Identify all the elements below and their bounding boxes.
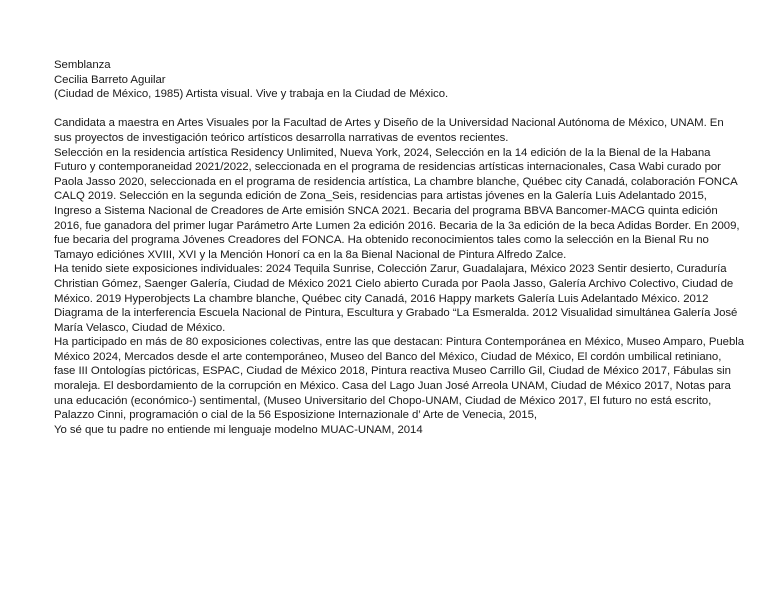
paragraph-residencies-awards: Selección en la residencia artística Residency Unlimited, Nueva York, 2024, Selección en la 14 edición de la la Bienal de la Habana Futuro y contemporaneidad 2021/2022, seleccionada en el programa de residencias artísticas internacionales, Casa Wabi curado por Paola Jasso 2020, seleccionada en el programa de residencia artística, La chambre blanche, Québec city Canadá, colaboración FONCA CALQ 2019. Selección en la segunda edición de Zona_Seis, residencias para artistas jóvenes en la Galería Luis Adelantado 2015, Ingreso a Sistema Nacional de Creadores de Arte emisión SNCA 2021. Becaria del programa BBVA Bancomer-MACG quinta edición 2016, fue ganadora del primer lugar Parámetro Arte Lumen 2a edición 2016. Becaria de la 3a edición de la beca Adidas Border. En 2009, fue becaria del programa Jóvenes Creadores del FONCA. Ha obtenido reconocimientos tales como la selección en la Bienal Ru no Tamayo ediciónes XVIII, XVI y la Mención Honorí ca en la 8a Bienal Nacional de Pintura Alfredo Zalce. [54, 146, 740, 261]
paragraph-solo-exhibitions: Ha tenido siete exposiciones individuales: 2024 Tequila Sunrise, Colección Zarur, Guadalajara, México 2023 Sentir desierto, Curaduría Christian Gómez, Saenger Galería, Ciudad de México 2021 Cielo abierto Curada por Paola Jasso, Galería Archivo Colectivo, Ciudad de México. 2019 Hyperobjects La chambre blanche, Québec city Canadá, 2016 Happy markets Galería Luis Adelantado México. 2012 Diagrama de la interferencia Escuela Nacional de Pintura, Escultura y Grabado “La Esmeralda. 2012 Visualidad simultánea Galería José María Velasco, Ciudad de México. [54, 263, 738, 334]
document-body [54, 58, 744, 437]
section-heading: Semblanza [54, 59, 111, 71]
artist-name: Cecilia Barreto Aguilar [54, 73, 166, 86]
closing-line: Yo sé que tu padre no entiende mi lenguaje modelno MUAC-UNAM, 2014 [54, 423, 423, 436]
group-exhibitions [54, 335, 744, 437]
artist-intro [54, 73, 744, 102]
paragraph-education: Candidata a maestra en Artes Visuales por la Facultad de Artes y Diseño de la Universidad Nacional Autónoma de México, UNAM. En sus proyectos de investigación teórico artísticos desarrolla narrativas de eventos recientes. [54, 117, 724, 144]
paragraph-group-exhibitions: Ha participado en más de 80 exposiciones colectivas, entre las que destacan: Pintura Contemporánea en México, Museo Amparo, Puebla México 2024, Mercados desde el arte contemporáneo, Museo del Banco del México, Ciudad de México, El cordón umbilical retiniano, fase III Ontologías pictóricas, ESPAC, Ciudad de México 2018, Pintura reactiva Museo Carrillo Gil, Ciudad de México 2017, Fábulas sin moraleja. El desbordamiento de la corrupción en México. Casa del Lago Juan José Arreola UNAM, Ciudad de México 2017, Notas para una educación (económico-) sentimental, (Museo Universitario del Chopo-UNAM, Ciudad de México 2017, El futuro no está escrito, Palazzo Cinni, programación o cial de la 56 Esposizione Internazionale d’ Arte de Venecia, 2015, [54, 336, 744, 422]
artist-origin: (Ciudad de México, 1985) Artista visual. Vive y trabaja en la Ciudad de México. [54, 88, 449, 101]
